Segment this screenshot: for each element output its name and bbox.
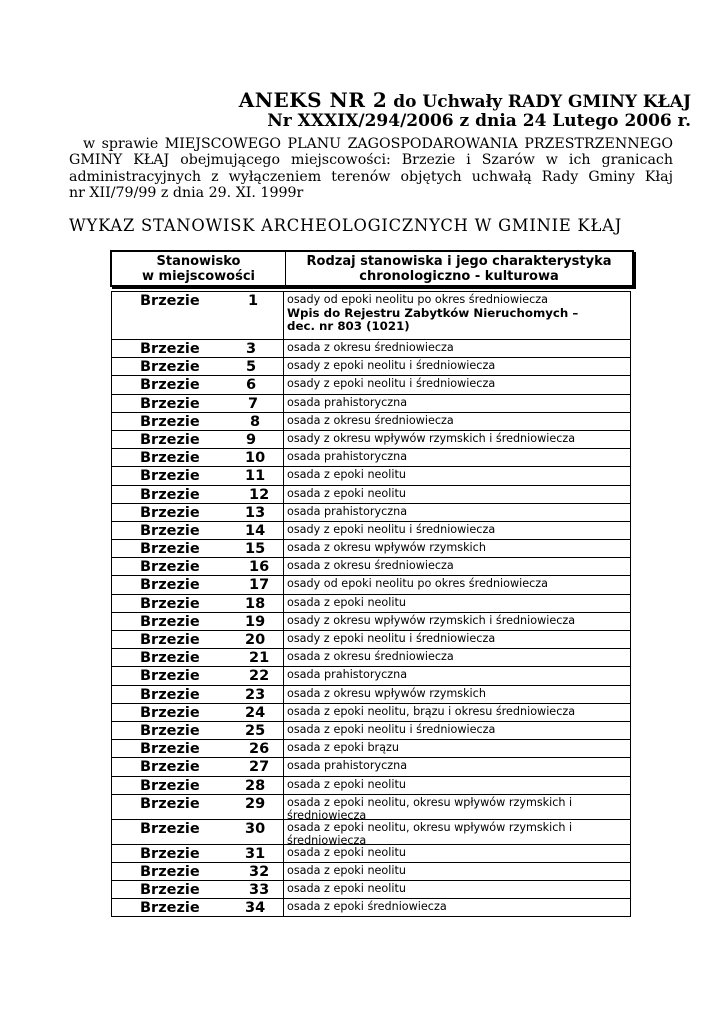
site-description <box>284 486 630 503</box>
site-location: Brzezie <box>140 722 200 739</box>
description-text: osada z okresu średniowiecza <box>287 559 454 573</box>
description-text: osady od epoki neolitu po okres średniowiecza <box>287 293 549 306</box>
site-cell <box>112 431 284 448</box>
description-text: osady z epoki neolitu i średniowiecza <box>287 522 496 536</box>
description-text: osada z epoki neolitu, okresu wpływów rzymskich i średniowiecza <box>287 820 573 848</box>
site-number: 34 <box>245 900 266 917</box>
site-description <box>284 431 630 448</box>
description-text: osada prahistoryczna <box>287 395 408 409</box>
site-location: Brzezie <box>140 686 200 703</box>
site-description <box>284 340 630 357</box>
intro-line: nr XII/79/99 z dnia 29. XI. 1999r <box>69 185 304 202</box>
site-description <box>284 376 630 393</box>
site-cell <box>112 358 284 375</box>
site-description <box>284 395 630 412</box>
site-number: 8 <box>250 413 261 430</box>
site-number: 14 <box>245 522 266 539</box>
site-number: 30 <box>245 820 266 837</box>
site-description <box>284 522 630 539</box>
column-header-type <box>286 252 632 285</box>
site-location: Brzezie <box>140 650 200 667</box>
column-header-line: w miejscowości <box>141 268 256 284</box>
description-text: osada z epoki neolitu <box>287 486 406 500</box>
site-location: Brzezie <box>140 704 200 721</box>
site-description <box>284 845 630 862</box>
site-cell <box>112 467 284 484</box>
site-cell <box>112 722 284 739</box>
site-number: 28 <box>245 777 266 794</box>
description-text: osada z okresu średniowiecza <box>287 650 454 664</box>
site-cell <box>112 413 284 430</box>
table-row <box>112 412 630 430</box>
annex-title <box>239 88 691 112</box>
site-description <box>284 899 630 916</box>
description-text: osada z okresu wpływów rzymskich <box>287 541 486 555</box>
description-text: osada prahistoryczna <box>287 668 408 682</box>
description-text: osady z epoki neolitu i średniowiecza <box>287 632 496 645</box>
description-text: osady z okresu wpływów rzymskich i średniowiecza <box>287 613 576 627</box>
site-location: Brzezie <box>140 668 200 685</box>
site-location: Brzezie <box>140 431 200 448</box>
description-text: osada z epoki neolitu <box>287 845 406 859</box>
table-row <box>112 375 630 393</box>
site-location: Brzezie <box>140 413 200 430</box>
site-location: Brzezie <box>140 820 200 837</box>
site-description <box>284 704 630 721</box>
site-number: 32 <box>249 863 270 880</box>
site-location: Brzezie <box>140 632 200 648</box>
site-description <box>284 649 630 666</box>
site-number: 25 <box>245 722 266 739</box>
table-row <box>112 466 630 484</box>
site-number: 21 <box>249 650 270 667</box>
site-number: 29 <box>245 795 266 812</box>
column-header-line: Rodzaj stanowiska i jego charakterystyka <box>306 253 612 269</box>
site-description <box>284 558 630 575</box>
site-description <box>284 576 630 593</box>
site-number: 16 <box>249 559 270 576</box>
table-row <box>112 430 630 448</box>
table-row <box>112 485 630 503</box>
site-description <box>284 795 630 823</box>
description-text: osada prahistoryczna <box>287 504 408 518</box>
table-row <box>112 685 630 703</box>
site-description <box>284 863 630 880</box>
description-text: osada prahistoryczna <box>287 759 408 773</box>
site-number: 11 <box>245 468 266 485</box>
site-location: Brzezie <box>140 777 200 794</box>
column-header-site <box>112 252 286 285</box>
site-number: 24 <box>245 704 266 721</box>
site-cell <box>112 667 284 684</box>
site-number: 10 <box>245 450 266 467</box>
resolution-number-date: Nr XXXIX/294/2006 z dnia 24 Lutego 2006 r. <box>267 111 691 131</box>
table-row <box>112 539 630 557</box>
site-number: 1 <box>248 293 259 309</box>
sites-table <box>111 291 631 917</box>
table-row <box>112 357 630 375</box>
description-text: osada z okresu wpływów rzymskich <box>287 686 486 700</box>
site-location: Brzezie <box>140 377 200 394</box>
site-location: Brzezie <box>140 395 200 412</box>
description-text: osady z epoki neolitu i średniowiecza <box>287 377 496 391</box>
site-cell <box>112 376 284 393</box>
site-cell <box>112 881 284 898</box>
site-cell <box>112 631 284 648</box>
site-description <box>284 292 630 339</box>
site-cell <box>112 820 284 844</box>
table-row <box>112 630 630 648</box>
site-cell <box>112 292 284 339</box>
description-text: osada z epoki neolitu <box>287 882 406 896</box>
site-number: 27 <box>249 759 270 776</box>
site-description <box>284 667 630 684</box>
site-number: 31 <box>245 845 266 862</box>
table-row <box>112 794 630 823</box>
site-cell <box>112 899 284 916</box>
site-number: 7 <box>248 395 259 412</box>
site-cell <box>112 558 284 575</box>
site-location: Brzezie <box>140 882 200 899</box>
site-description <box>284 631 630 648</box>
description-text: osady z okresu wpływów rzymskich i średniowiecza <box>287 431 576 445</box>
site-number: 22 <box>249 668 270 685</box>
site-cell <box>112 613 284 630</box>
table-row <box>112 557 630 575</box>
site-description <box>284 467 630 484</box>
description-text: osada prahistoryczna <box>287 450 408 464</box>
table-header <box>110 250 634 287</box>
description-text: osada z okresu średniowiecza <box>287 341 454 354</box>
site-location: Brzezie <box>140 341 200 357</box>
site-description <box>284 758 630 775</box>
site-cell <box>112 595 284 612</box>
table-row <box>112 394 630 412</box>
site-cell <box>112 863 284 880</box>
site-cell <box>112 704 284 721</box>
site-location: Brzezie <box>140 504 200 521</box>
table-row <box>112 575 630 593</box>
description-text: osada z okresu średniowiecza <box>287 413 454 427</box>
site-description <box>284 413 630 430</box>
site-description <box>284 358 630 375</box>
site-cell <box>112 522 284 539</box>
site-cell <box>112 649 284 666</box>
site-location: Brzezie <box>140 900 200 917</box>
description-text: osada z epoki neolitu <box>287 468 406 482</box>
site-number: 3 <box>246 341 257 357</box>
description-text: osada z epoki neolitu, okresu wpływów rzymskich i średniowiecza <box>287 795 573 823</box>
registry-note: dec. nr 803 (1021) <box>287 319 410 333</box>
section-title: WYKAZ STANOWISK ARCHEOLOGICZNYCH W GMINIE KŁAJ <box>69 216 623 235</box>
site-location: Brzezie <box>140 293 200 309</box>
registry-note: Wpis do Rejestru Zabytków Nieruchomych – <box>287 305 579 320</box>
site-number: 9 <box>246 431 257 448</box>
site-description <box>284 449 630 466</box>
intro-line: GMINY KŁAJ obejmującego miejscowości: Brzezie i Szarów w ich granicach <box>69 152 673 169</box>
site-description <box>284 881 630 898</box>
table-row <box>112 757 630 775</box>
description-text: osada z epoki neolitu <box>287 777 406 791</box>
description-text: osady od epoki neolitu po okres średniowiecza <box>287 577 549 591</box>
site-number: 19 <box>245 613 266 630</box>
site-location: Brzezie <box>140 541 200 558</box>
description-text: osada z epoki neolitu i średniowiecza <box>287 722 496 736</box>
site-number: 12 <box>249 486 270 503</box>
site-location: Brzezie <box>140 613 200 630</box>
site-location: Brzezie <box>140 522 200 539</box>
site-location: Brzezie <box>140 595 200 612</box>
table-row <box>112 844 630 862</box>
site-cell <box>112 845 284 862</box>
site-location: Brzezie <box>140 450 200 467</box>
site-description <box>284 820 630 848</box>
table-row <box>112 776 630 794</box>
column-header-line: chronologiczno - kulturowa <box>359 268 559 284</box>
site-location: Brzezie <box>140 468 200 485</box>
description-text: osada z epoki brązu <box>287 741 399 755</box>
table-row <box>112 666 630 684</box>
description-text: osada z epoki średniowiecza <box>287 900 447 914</box>
table-row <box>112 521 630 539</box>
description-text: osada z epoki neolitu <box>287 595 406 609</box>
table-row <box>112 703 630 721</box>
site-cell <box>112 576 284 593</box>
site-cell <box>112 795 284 819</box>
site-cell <box>112 395 284 412</box>
site-description <box>284 777 630 794</box>
table-row <box>112 898 630 916</box>
table-row <box>112 819 630 848</box>
table-row <box>112 594 630 612</box>
site-cell <box>112 486 284 503</box>
site-description <box>284 540 630 557</box>
site-location: Brzezie <box>140 845 200 862</box>
table-row <box>112 862 630 880</box>
intro-paragraph <box>69 136 673 202</box>
site-location: Brzezie <box>140 863 200 880</box>
site-description <box>284 722 630 739</box>
site-number: 18 <box>245 595 266 612</box>
description-text: osady z epoki neolitu i średniowiecza <box>287 359 496 373</box>
table-row <box>112 721 630 739</box>
site-location: Brzezie <box>140 359 200 376</box>
site-number: 15 <box>245 541 266 558</box>
site-cell <box>112 340 284 357</box>
resolution-ref: do Uchwały RADY GMINY KŁAJ <box>387 92 691 112</box>
table-row <box>112 880 630 898</box>
description-text: osada z epoki neolitu, brązu i okresu średniowiecza <box>287 704 576 718</box>
table-row <box>112 292 630 339</box>
site-description <box>284 740 630 757</box>
site-cell <box>112 540 284 557</box>
table-row <box>112 648 630 666</box>
site-cell <box>112 758 284 775</box>
description-text: osada z epoki neolitu <box>287 863 406 877</box>
site-location: Brzezie <box>140 486 200 503</box>
table-row <box>112 612 630 630</box>
site-number: 33 <box>249 882 270 899</box>
column-header-line: Stanowisko <box>156 253 241 269</box>
table-row <box>112 339 630 357</box>
intro-line: administracyjnych z wyłączeniem terenów objętych uchwałą Rady Gminy Kłaj <box>69 168 673 185</box>
site-location: Brzezie <box>140 741 200 758</box>
site-number: 20 <box>245 632 266 648</box>
site-cell <box>112 449 284 466</box>
site-number: 17 <box>249 577 270 594</box>
site-description <box>284 504 630 521</box>
site-description <box>284 595 630 612</box>
site-location: Brzezie <box>140 795 200 812</box>
site-location: Brzezie <box>140 577 200 594</box>
site-cell <box>112 686 284 703</box>
table-row <box>112 448 630 466</box>
site-description <box>284 686 630 703</box>
site-location: Brzezie <box>140 759 200 776</box>
site-number: 26 <box>249 741 270 758</box>
site-number: 23 <box>245 686 266 703</box>
site-number: 6 <box>246 377 257 394</box>
annex-number: ANEKS NR 2 <box>238 88 388 112</box>
intro-line: w sprawie MIEJSCOWEGO PLANU ZAGOSPODAROWANIA PRZESTRZENNEGO <box>83 136 673 152</box>
site-cell <box>112 740 284 757</box>
site-cell <box>112 504 284 521</box>
table-row <box>112 739 630 757</box>
site-description <box>284 613 630 630</box>
site-location: Brzezie <box>140 559 200 576</box>
site-cell <box>112 777 284 794</box>
site-number: 5 <box>246 359 257 376</box>
table-row <box>112 503 630 521</box>
site-number: 13 <box>245 504 266 521</box>
